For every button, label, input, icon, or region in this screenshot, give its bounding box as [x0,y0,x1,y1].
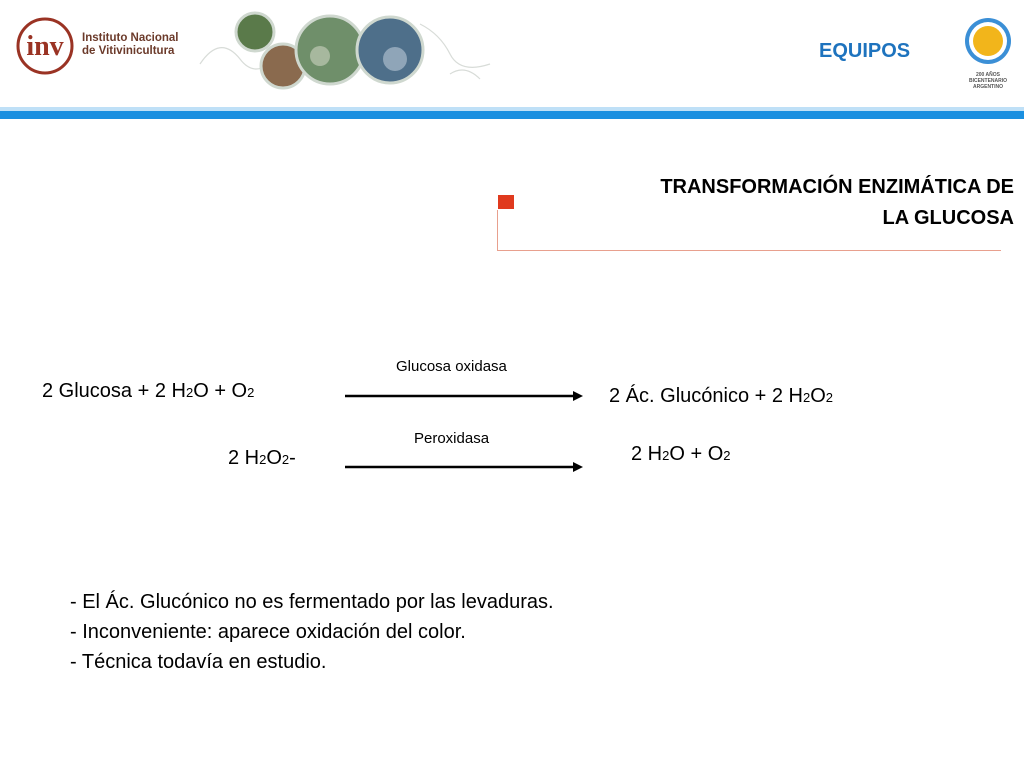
reaction1-products [609,385,833,408]
reaction1-arrow [345,389,585,403]
note-item: - El Ác. Glucónico no es fermentado por las levaduras. [70,591,554,613]
header [0,0,1024,120]
reaction2-products-sub1: 2 [662,448,670,463]
note-item: - Técnica todavía en estudio. [70,651,327,673]
inv-logo-icon [16,17,74,75]
reaction1-reactants-a: 2 Glucosa + 2 H [42,380,186,402]
bicentenario-badge [962,14,1014,94]
section-title: EQUIPOS [819,40,911,62]
reaction2-products-b: O + O [669,443,724,465]
reaction2-products-sub2: 2 [723,448,731,463]
svg-text:inv: inv [26,31,64,62]
reaction2-reactants-sub2: 2 [281,452,290,467]
enzyme-label-glucose-oxidase: Glucosa oxidasa [396,358,507,375]
reaction1-products-a: 2 Ác. Glucónico + 2 H [609,385,803,407]
slide-title [540,172,1014,234]
badge-line3: ARGENTINO [973,84,1003,90]
bicentenario-sun-icon [962,14,1014,70]
reaction2-products [631,443,731,466]
reaction2-products-a: 2 H [631,443,663,465]
title-accent-square [498,195,514,209]
reaction2-reactants-a: 2 H [228,447,260,469]
reaction2-reactants [228,447,296,470]
slide-title-line2: LA GLUCOSA [882,207,1014,229]
badge-line1: 200 AÑOS [976,72,1000,78]
slide-title-line1: TRANSFORMACIÓN ENZIMÁTICA DE [660,176,1014,198]
reaction1-products-sub1: 2 [802,390,811,405]
reaction2-reactants-sub1: 2 [259,452,267,467]
reaction2-reactants-b: O [266,447,282,469]
reaction2-arrow [345,460,585,474]
title-bracket-horizontal [497,250,1001,251]
institute-name-line1: Instituto Nacional [82,32,179,44]
reaction1-reactants-sub1: 2 [185,385,194,400]
note-item: - Inconveniente: aparece oxidación del color. [70,621,466,643]
bicentenario-text [962,72,1014,90]
notes-list [70,587,554,677]
enzyme-label-peroxidase: Peroxidasa [414,430,490,447]
reaction1-reactants [42,380,254,403]
institute-name [82,32,178,58]
badge-line2: BICENTENARIO [968,78,1008,84]
institute-name-line2: de Vitivinicultura [82,45,175,57]
reaction1-products-b: O [810,385,826,407]
reaction1-reactants-b: O + O [193,380,248,402]
reaction2-reactants-tail: - [289,447,296,469]
header-divider [0,111,1024,119]
vineyard-photo-collage [190,4,520,100]
reaction1-products-sub2: 2 [825,390,834,405]
reaction1-reactants-sub2: 2 [247,385,255,400]
title-bracket-vertical [497,210,498,250]
